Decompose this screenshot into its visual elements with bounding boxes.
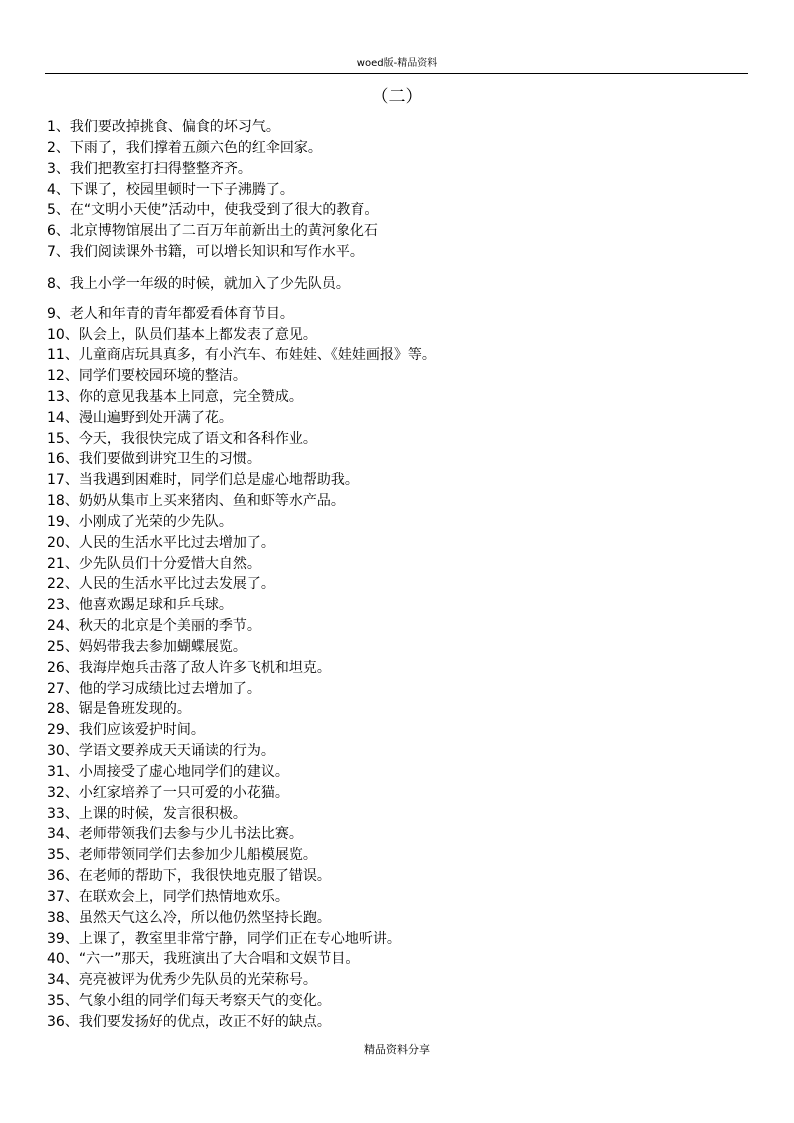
list-item: 4、下课了，校园里顿时一下子沸腾了。	[47, 181, 294, 198]
list-item: 8、我上小学一年级的时候，就加入了少先队员。	[47, 275, 350, 292]
list-item: 30、学语文要养成天天诵读的行为。	[47, 743, 275, 760]
list-item: 29、我们应该爱护时间。	[47, 722, 205, 739]
list-item: 3、我们把教室打扫得整整齐齐。	[47, 160, 252, 177]
list-item: 10、队会上，队员们基本上都发表了意见。	[47, 326, 317, 343]
list-item: 17、当我遇到困难时，同学们总是虚心地帮助我。	[47, 472, 359, 489]
list-item: 35、气象小组的同学们每天考察天气的变化。	[47, 993, 331, 1009]
list-item: 34、亮亮被评为优秀少先队员的光荣称号。	[47, 972, 317, 989]
list-item: 12、同学们要校园环境的整洁。	[47, 368, 247, 385]
list-item: 27、他的学习成绩比过去增加了。	[47, 680, 261, 697]
list-item: 31、小周接受了虚心地同学们的建议。	[47, 763, 289, 780]
list-item: 7、我们阅读课外书籍，可以增长知识和写作水平。	[47, 244, 364, 260]
list-item: 5、在“文明小天使”活动中，使我受到了很大的教育。	[47, 202, 379, 219]
list-item: 13、你的意见我基本上同意，完全赞成。	[47, 389, 303, 405]
list-item: 9、老人和年青的青年都爱看体育节目。	[47, 305, 294, 322]
list-item: 39、上课了，教室里非常宁静，同学们正在专心地听讲。	[47, 930, 401, 947]
list-item: 28、锯是鲁班发现的。	[47, 701, 191, 718]
list-item: 22、人民的生活水平比过去发展了。	[47, 576, 275, 593]
section-title: （二）	[371, 87, 423, 107]
list-item: 23、他喜欢踢足球和乒乓球。	[47, 597, 233, 614]
page-header: woed版-精品资料	[356, 58, 438, 69]
list-item: 18、奶奶从集市上买来猪肉、鱼和虾等水产品。	[47, 493, 345, 510]
list-item: 6、北京博物馆展出了二百万年前新出土的黄河象化石	[47, 223, 378, 240]
list-item: 25、妈妈带我去参加蝴蝶展览。	[47, 638, 247, 655]
list-item: 36、在老师的帮助下，我很快地克服了错误。	[47, 868, 331, 884]
list-item: 36、我们要发扬好的优点，改正不好的缺点。	[47, 1013, 331, 1030]
list-item: 37、在联欢会上，同学们热情地欢乐。	[47, 888, 289, 905]
list-item: 2、下雨了，我们撑着五颜六色的红伞回家。	[47, 139, 322, 156]
list-item: 11、儿童商店玩具真多，有小汽车、布娃娃、《娃娃画报》等。	[47, 347, 436, 364]
list-item: 16、我们要做到讲究卫生的习惯。	[47, 451, 261, 468]
page-footer: 精品资料分享	[364, 1043, 430, 1056]
header-divider	[45, 73, 748, 74]
list-item: 21、少先队员们十分爱惜大自然。	[47, 555, 261, 572]
list-item: 26、我海岸炮兵击落了敌人许多飞机和坦克。	[47, 659, 331, 676]
list-item: 15、今天，我很快完成了语文和各科作业。	[47, 430, 317, 447]
list-item: 34、老师带领我们去参与少儿书法比赛。	[47, 826, 303, 843]
list-item: 32、小红家培养了一只可爱的小花猫。	[47, 784, 289, 801]
list-item: 40、“六一”那天，我班演出了大合唱和文娱节目。	[47, 951, 360, 968]
list-item: 24、秋天的北京是个美丽的季节。	[47, 618, 261, 635]
list-item: 1、我们要改掉挑食、偏食的坏习气。	[47, 119, 280, 135]
list-item: 19、小刚成了光荣的少先队。	[47, 513, 233, 530]
list-item: 38、虽然天气这么冷，所以他仍然坚持长跑。	[47, 909, 331, 926]
list-item: 35、老师带领同学们去参加少儿船模展览。	[47, 847, 317, 864]
list-item: 33、上课的时候，发言很积极。	[47, 805, 247, 822]
list-item: 20、人民的生活水平比过去增加了。	[47, 534, 275, 551]
list-item: 14、漫山遍野到处开满了花。	[47, 409, 233, 426]
